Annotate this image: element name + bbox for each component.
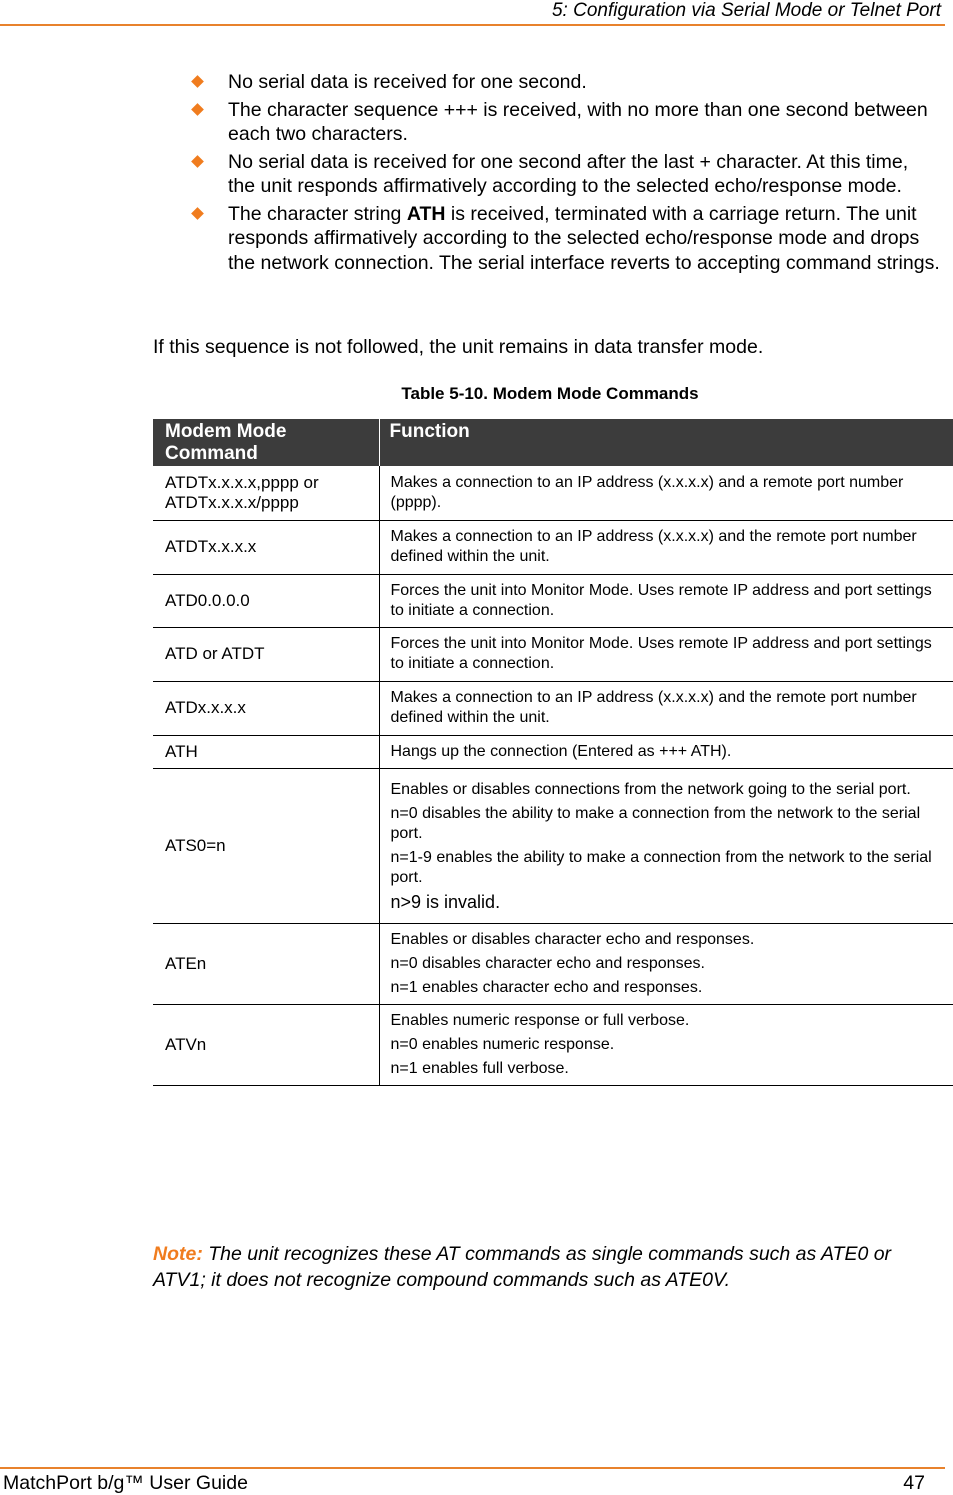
table-row bbox=[153, 923, 953, 1004]
note-paragraph bbox=[153, 1241, 913, 1293]
function-cell bbox=[379, 735, 953, 768]
diamond-bullet-icon bbox=[191, 207, 204, 220]
function-cell bbox=[379, 574, 953, 627]
footer-title: MatchPort b/g™ User Guide bbox=[3, 1472, 248, 1494]
note-text: The unit recognizes these AT commands as single commands such as ATE0 or ATV1; it does not recognize compound commands such as ATE0V. bbox=[153, 1243, 892, 1291]
running-header: 5: Configuration via Serial Mode or Telnet Port bbox=[551, 0, 941, 21]
table-row bbox=[153, 735, 953, 768]
table-row bbox=[153, 627, 953, 681]
function-cell bbox=[379, 681, 953, 735]
diamond-bullet-icon bbox=[191, 75, 204, 88]
command-cell: ATDTx.x.x.x,pppp or ATDTx.x.x.x/pppp bbox=[153, 466, 379, 520]
function-line: Forces the unit into Monitor Mode. Uses remote IP address and port settings to initiate a connection. bbox=[390, 635, 932, 672]
function-line: Enables or disables connections from the network going to the serial port. bbox=[390, 780, 911, 798]
command-cell: ATDTx.x.x.x bbox=[153, 520, 379, 574]
note-label: Note: bbox=[153, 1243, 203, 1265]
column-header-function: Function bbox=[379, 419, 953, 466]
footer-divider bbox=[0, 1467, 945, 1469]
command-cell: ATH bbox=[153, 735, 379, 768]
list-item: The character sequence +++ is received, with no more than one second between each two characters. bbox=[190, 98, 940, 147]
list-item: The character string ATH is received, terminated with a carriage return. The unit responds affirmatively according to the selected echo/response mode and drops the network connection. The serial interface reverts to accepting command strings. bbox=[190, 202, 940, 276]
header-divider bbox=[0, 24, 945, 26]
list-item: No serial data is received for one second. bbox=[190, 70, 940, 95]
table-row bbox=[153, 520, 953, 574]
function-line: n=0 disables character echo and responses. bbox=[390, 954, 705, 972]
command-cell: ATD0.0.0.0 bbox=[153, 574, 379, 627]
function-line: Enables numeric response or full verbose. bbox=[390, 1011, 690, 1029]
function-cell bbox=[379, 466, 953, 520]
function-cell bbox=[379, 520, 953, 574]
function-line: Enables or disables character echo and responses. bbox=[390, 930, 755, 948]
column-header-command: Modem Mode Command bbox=[153, 419, 379, 466]
table-row bbox=[153, 681, 953, 735]
function-line: Forces the unit into Monitor Mode. Uses remote IP address and port settings to initiate a connection. bbox=[390, 581, 932, 619]
table-row bbox=[153, 466, 953, 520]
function-line: n=1-9 enables the ability to make a connection from the network to the serial port. bbox=[390, 848, 932, 886]
table-header-row bbox=[153, 419, 953, 466]
page-number: 47 bbox=[903, 1472, 925, 1494]
function-cell bbox=[379, 627, 953, 681]
function-line: Makes a connection to an IP address (x.x.x.x) and the remote port number defined within the unit. bbox=[390, 689, 917, 726]
modem-commands-table bbox=[153, 419, 953, 1086]
diamond-bullet-icon bbox=[191, 103, 204, 116]
function-line: Hangs up the connection (Entered as +++ ATH). bbox=[390, 742, 732, 760]
function-cell bbox=[379, 768, 953, 923]
function-line: n=1 enables full verbose. bbox=[390, 1059, 569, 1077]
table-row bbox=[153, 768, 953, 923]
command-cell: ATD or ATDT bbox=[153, 627, 379, 681]
function-line: Makes a connection to an IP address (x.x.x.x) and a remote port number (pppp). bbox=[390, 473, 904, 511]
table-row bbox=[153, 1004, 953, 1085]
diamond-bullet-icon bbox=[191, 155, 204, 168]
function-line: n>9 is invalid. bbox=[390, 891, 501, 912]
function-line: n=0 disables the ability to make a connection from the network to the serial port. bbox=[390, 804, 921, 842]
table-body bbox=[153, 466, 953, 1085]
function-line: n=1 enables character echo and responses. bbox=[390, 978, 703, 996]
command-cell: ATS0=n bbox=[153, 768, 379, 923]
function-cell bbox=[379, 1004, 953, 1085]
function-line: Makes a connection to an IP address (x.x.x.x) and the remote port number defined within the unit. bbox=[390, 528, 917, 565]
table-row bbox=[153, 574, 953, 627]
command-cell: ATDx.x.x.x bbox=[153, 681, 379, 735]
condition-list bbox=[190, 70, 940, 278]
function-line: n=0 enables numeric response. bbox=[390, 1035, 615, 1053]
command-cell: ATVn bbox=[153, 1004, 379, 1085]
command-cell: ATEn bbox=[153, 923, 379, 1004]
list-item: No serial data is received for one second after the last + character. At this time, the unit responds affirmatively according to the selected echo/response mode. bbox=[190, 150, 940, 199]
function-cell bbox=[379, 923, 953, 1004]
table-caption: Table 5-10. Modem Mode Commands bbox=[401, 384, 699, 403]
body-paragraph: If this sequence is not followed, the unit remains in data transfer mode. bbox=[153, 336, 764, 358]
